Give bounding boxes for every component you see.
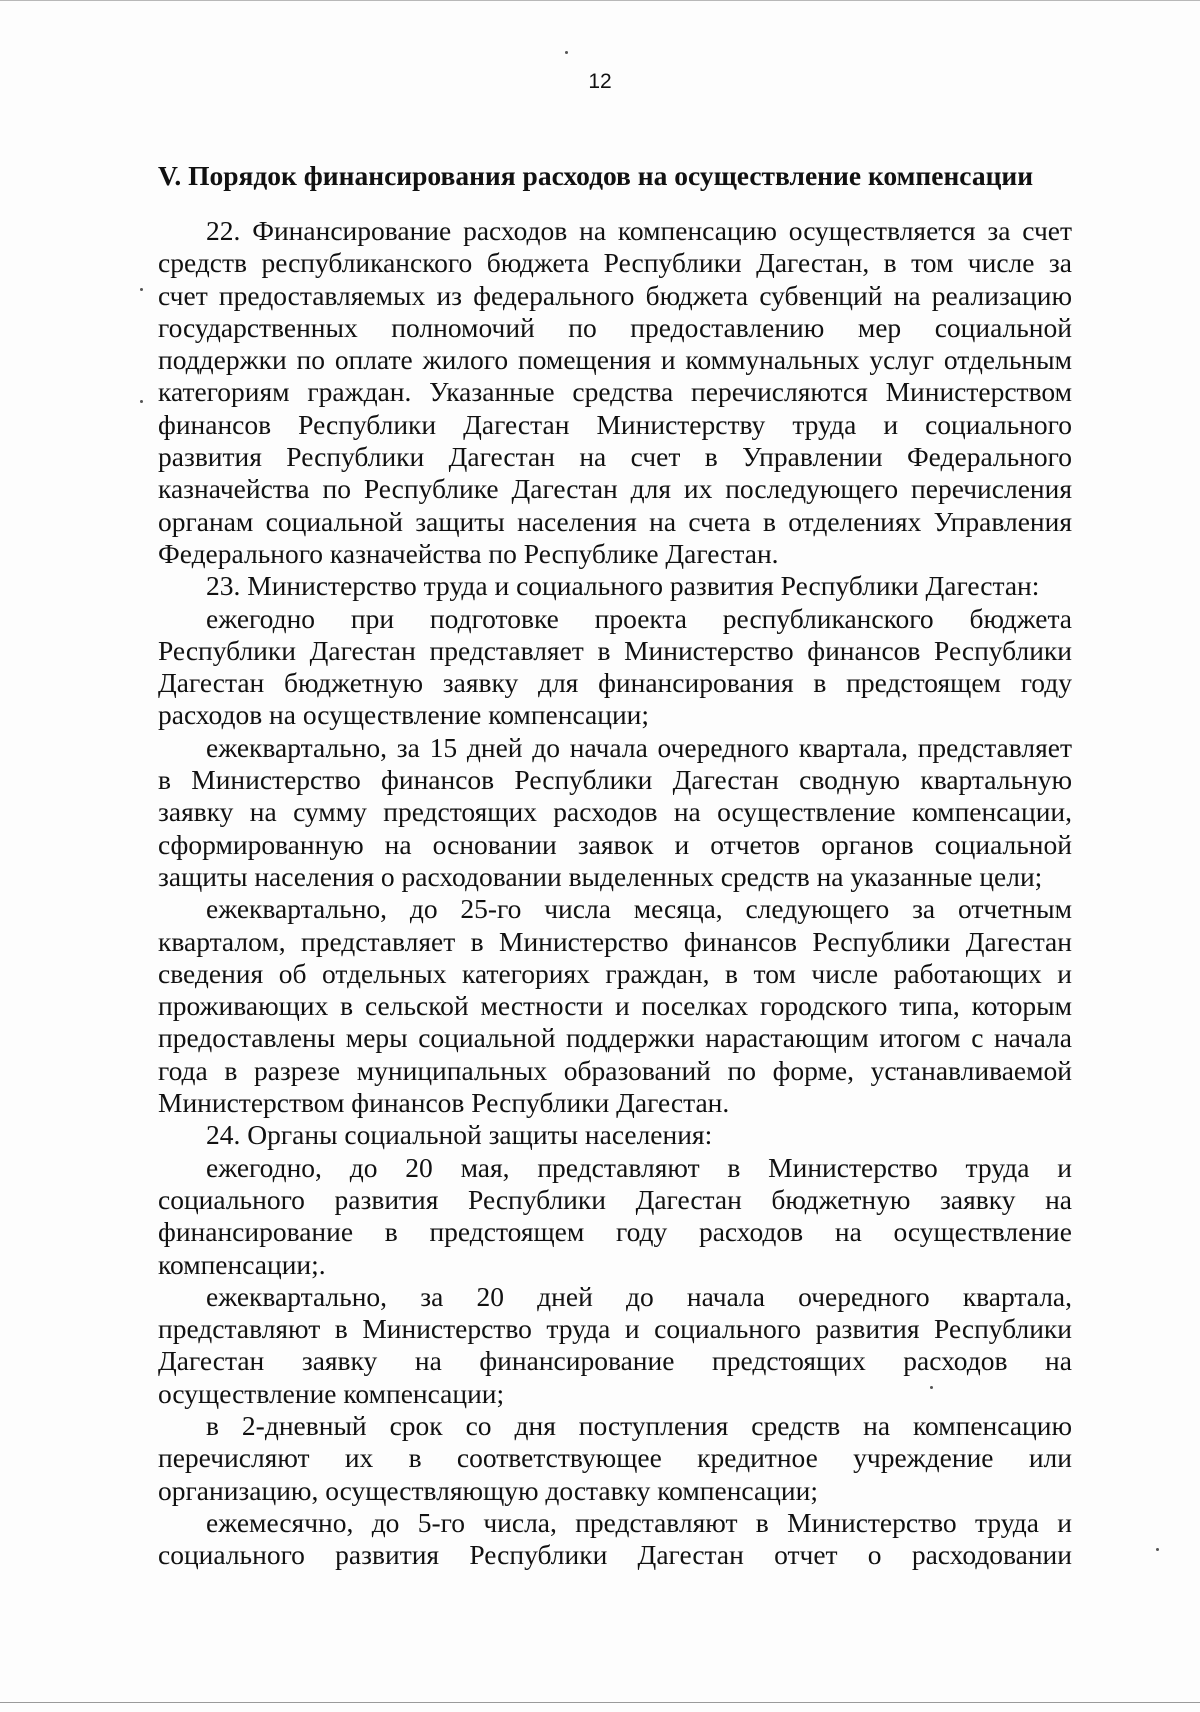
text-line: года в разрезе муниципальных образований по форме, устанавливаемой xyxy=(158,1054,1072,1086)
text-line: представляют в Министерство труда и социального развития Республики xyxy=(158,1313,1072,1345)
text-line: предоставлены меры социальной поддержки нарастающим итогом с начала xyxy=(158,1022,1072,1054)
scan-speck xyxy=(930,1386,933,1389)
text-line: расходов на осуществление компенсации; xyxy=(158,699,650,731)
text-line: защиты населения о расходовании выделенных средств на указанные цели; xyxy=(158,860,1043,892)
text-line: Министерством финансов Республики Дагестан. xyxy=(158,1087,730,1119)
text-line: 22. Финансирование расходов на компенсацию осуществляется за счет xyxy=(206,215,1072,246)
scan-top-edge xyxy=(0,0,1200,7)
scan-speck xyxy=(140,288,143,291)
text-line: в Министерство финансов Республики Дагестан сводную квартальную xyxy=(158,764,1072,796)
text-line: заявку на сумму предстоящих расходов на осуществление компенсации, xyxy=(158,796,1072,828)
text-line: развития Республики Дагестан на счет в Управлении Федерального xyxy=(158,441,1072,473)
text-line: ежемесячно, до 5-го числа, представляют в Министерство труда и xyxy=(206,1506,1072,1538)
text-line: Дагестан бюджетную заявку для финансирования в предстоящем году xyxy=(158,667,1072,699)
scan-speck xyxy=(565,51,568,54)
text-line: Федерального казначейства по Республике Дагестан. xyxy=(158,537,779,569)
text-line: перечисляют их в соответствующее кредитное учреждение или xyxy=(158,1442,1072,1474)
text-line: средств республиканского бюджета Республики Дагестан, в том числе за xyxy=(158,247,1072,279)
section-title: V. Порядок финансирования расходов на осуществление компенсации xyxy=(158,160,1034,191)
text-line: сформированную на основании заявок и отчетов органов социальной xyxy=(158,828,1072,860)
body-text xyxy=(158,215,1072,1571)
text-line: в 2-дневный срок со дня поступления средств на компенсацию xyxy=(206,1409,1072,1441)
text-line: казначейства по Республике Дагестан для их последующего перечисления xyxy=(158,473,1072,505)
text-line: поддержки по оплате жилого помещения и коммунальных услуг отдельным xyxy=(158,344,1072,376)
text-line: категориям граждан. Указанные средства перечисляются Министерством xyxy=(158,376,1072,408)
text-line: социального развития Республики Дагестан бюджетную заявку на xyxy=(158,1183,1072,1215)
text-line: 23. Министерство труда и социального развития Республики Дагестан: xyxy=(206,570,1040,602)
text-line: финансов Республики Дагестан Министерству труда и социального xyxy=(158,408,1072,440)
text-line: социального развития Республики Дагестан отчет о расходовании xyxy=(158,1539,1072,1571)
text-line: организацию, осуществляющую доставку компенсации; xyxy=(158,1474,818,1506)
text-line: компенсации;. xyxy=(158,1248,326,1280)
text-line: ежеквартально, за 20 дней до начала очередного квартала, xyxy=(206,1280,1072,1312)
text-line: Дагестан заявку на финансирование предстоящих расходов на xyxy=(158,1345,1072,1377)
text-line: финансирование в предстоящем году расходов на осуществление xyxy=(158,1216,1072,1248)
scan-speck xyxy=(1156,1548,1159,1551)
text-line: 24. Органы социальной защиты населения: xyxy=(206,1119,713,1151)
text-line: ежеквартально, до 25-го числа месяца, следующего за отчетным xyxy=(206,893,1072,925)
text-line: сведения об отдельных категориях граждан, в том числе работающих и xyxy=(158,957,1072,989)
text-line: государственных полномочий по предоставлению мер социальной xyxy=(158,311,1072,343)
scan-bottom-edge xyxy=(0,1702,1200,1703)
text-line: Республики Дагестан представляет в Министерство финансов Республики xyxy=(158,634,1072,666)
text-line: кварталом, представляет в Министерство финансов Республики Дагестан xyxy=(158,925,1072,957)
text-line: ежегодно при подготовке проекта республиканского бюджета xyxy=(206,602,1072,634)
scan-speck xyxy=(140,400,143,403)
text-line: счет предоставляемых из федерального бюджета субвенций на реализацию xyxy=(158,279,1072,311)
text-line: органам социальной защиты населения на счета в отделениях Управления xyxy=(158,505,1072,537)
text-line: проживающих в сельской местности и поселках городского типа, которым xyxy=(158,990,1072,1022)
text-line: ежеквартально, за 15 дней до начала очередного квартала, представляет xyxy=(206,731,1072,763)
text-line: осуществление компенсации; xyxy=(158,1377,505,1409)
page-number: 12 xyxy=(588,70,612,93)
text-line: ежегодно, до 20 мая, представляют в Министерство труда и xyxy=(206,1151,1072,1183)
